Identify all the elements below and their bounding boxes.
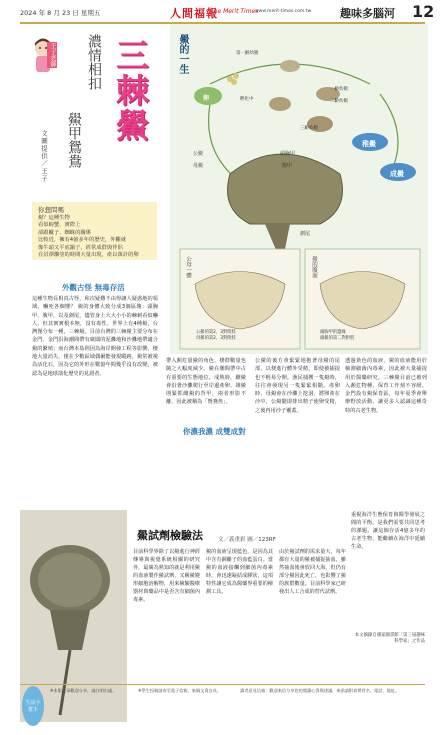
- question-line: 像牛頭又平底鍋子，經常成群與伴侶: [38, 244, 123, 251]
- stage-adult-label: 成鱟: [390, 170, 404, 178]
- footer-note-1: ※本版文章歡迎分享，請註明出處。: [50, 688, 117, 693]
- sidebar-article-column-2: 鱟的血液呈現藍色，是因為其中含有銅離子的血藍蛋白。當鱟的血液接觸到細菌內毒素時，會迅速凝結成膠狀，這項特性讓它成為醫藥界重要的檢測工具。: [206, 549, 273, 595]
- issue-date: 2024 年 8 月 23 日 星期五: [20, 9, 101, 17]
- legend-item: 雄鱟的第二對附肢: [320, 336, 355, 341]
- diagram-label: 二齡幼鱟: [330, 99, 348, 104]
- question-line: 看似螃蟹，實際上: [38, 222, 81, 229]
- question-line: 比較近，擁有4億多年的歷史，外觀就: [38, 237, 127, 244]
- footer-note-3: 讀者意見信箱：歡迎來信分享您的閱讀心得與建議，來函請附真實姓名、電話、地址。: [240, 688, 400, 693]
- question-box-title: 你想問嗎: [38, 206, 64, 214]
- stage-egg-label: 卵: [203, 95, 210, 102]
- article-column-2: 帶入瀕危量鱟的角色，棲群數量也隨之大幅度減少。鱟在潮間帶中占有重要的生態地位，成熟時，雌鱟會沿著沙灘爬行至岸邊產卵，雄鱟則緊抓雌鱟的背甲，兩者形影不離，因此被稱為「鴛鴦魚」。: [166, 358, 246, 406]
- feature-subtitle-1: 濃情相扣: [86, 34, 102, 90]
- diagram-label: 一齡幼鱟: [330, 87, 348, 92]
- feature-title: 三棘鱟: [111, 38, 150, 143]
- legend-item: 公鱟的第2、3對附肢: [196, 330, 236, 335]
- diagram-label: 第一齡幼鱟: [236, 51, 259, 56]
- stage-juvenile-label: 稚鱟: [362, 140, 376, 148]
- question-line: 鱟？這種生物: [38, 215, 70, 221]
- sidebar-article-note: 本文摘錄自國家圖書館「第三屆趣味科學家」之作品: [354, 633, 425, 644]
- diagram-label: 頭胸甲: [280, 151, 296, 157]
- sidebar-article-byline: 文／義重彩 圖／123RF: [218, 537, 276, 543]
- diagram-label: 劍尾: [300, 231, 311, 237]
- question-line: 在沼澤灘塗的時間大量出現，產以萬計的卵: [38, 252, 139, 259]
- page-number: 12: [412, 2, 435, 21]
- sidebar-article-column-1: 目前科學界除了以鱟進行神經傳導與視覺系統相關的研究外，最廣為熟知的就是利用鱟的血液製作鱟試劑，又稱鱟變形細胞溶解物，用來檢驗醫療器材與藥品中是否含有細菌內毒素。: [133, 549, 200, 603]
- newspaper-url[interactable]: www.merit-times.com.tw: [255, 9, 312, 14]
- legend-item: 頭胸甲的邊緣: [320, 330, 346, 335]
- section-heading-2: 你濃我濃 成雙成對: [183, 427, 246, 436]
- diagram-label: 三齡幼鱟: [300, 126, 318, 131]
- newspaper-logo-english: The Merit Times: [210, 8, 259, 15]
- lifecycle-diagram: [170, 24, 428, 354]
- sidebar-article-title: 鱟試劑檢驗法: [137, 529, 203, 542]
- article-column-3: 公鱟的後方會緊緊地抱著母鱟的尾部，以便進行體外受精，即使被捕捉也不輕易分開。漁民捕獲一隻鱟時，往往會發現另一隻緊緊相隨。產卵時，母鱟會在沙灘上挖洞，將卵產在沙中，公鱟隨即排出精子使卵受精，之後再用沙子覆蓋。: [255, 358, 340, 414]
- feature-subtitle-2: 鱟甲鴛鴦: [66, 112, 82, 168]
- question-box-body: [38, 215, 153, 259]
- newspaper-logo[interactable]: 人間福報: [170, 7, 218, 20]
- panel-left-title: 公母一體: [185, 256, 191, 278]
- diagram-title: 鱟的一生: [177, 34, 188, 74]
- diagram-label: 腹甲: [282, 163, 293, 169]
- question-line: 卻跟蠍子、蜘蛛的關係: [38, 229, 91, 236]
- article-column-1: 這種生物長相真古怪，和次疑難不由得讓人疑惑地的領域，嚇死各個懂？ 鱟的身體大致分成3個區塊：頭胸甲、腹甲，以及劍尾，儘管身上大大小小的棘刺看似嚇人，但其實實根本無，沒有毒性。世界上有4種鱟，台灣僅分布一種，三棘鱟。目前台灣的三棘鱟主要分布在金門，金門沿海潮間帶有廣闊的泥灘地和沙灘地帶適合鱟的繁殖；而台灣本島則因為海岸開發工程等影響，棲地大量消失，僅在少數區域偶爾能發現蹤跡。鱟常被視為活化石，因為它的外形在數億年間幾乎沒有改變，被認為是地球演化歷史的見證者。: [32, 296, 158, 377]
- sidebar-article-column-3: 由於鱟試劑的需求量大，每年都有大量的鱟被捕捉抽血，雖然抽血後會放回大海，但仍有部分鱟因此死亡，也影響了鱟的族群數量。目前科學家已研發出人工合成的替代試劑。: [279, 549, 346, 595]
- diagram-legend-left: [196, 330, 236, 342]
- helper-badge-label: 生活小幫手: [25, 700, 41, 713]
- diagram-label: 公鱟: [193, 151, 204, 157]
- section-name: 趣味多腦河: [340, 7, 395, 20]
- diagram-legend-right: [320, 330, 354, 342]
- sidebar-article-column-4: 重視海洋生態保育與醫學發展之間的平衡，是我們需要共同思考的課題。讓這個存活4億多年的古老生物，能繼續在海洋中延續生命。: [351, 512, 425, 550]
- legend-item: 母鱟的第2、3對附肢: [196, 336, 236, 341]
- footer-rule: [20, 684, 425, 685]
- footer-note-2: ※學生投稿請寄至電子信箱，來稿文責自負。: [138, 688, 222, 693]
- article-column-4: 透過黃色的血液，鱟的血液能用於檢測細菌內毒素，因此被大量捕捉用於醫藥研究。三棘鱟目前已被列入瀕危物種，保育工作刻不容緩。金門設有鱟保育區，每年夏季會舉辦野放活動，讓更多人認識這種奇特的古老生物。: [345, 358, 427, 414]
- panel-right-title: 鱟的腹面: [311, 256, 317, 278]
- diagram-label: 孵化中: [240, 97, 254, 102]
- diagram-label: 母鱟: [193, 163, 204, 169]
- section-heading-1: 外觀古怪 無毒存活: [62, 283, 125, 292]
- feature-byline: 文圖提供／王子: [40, 130, 48, 183]
- author-tag: 王子老師: [49, 43, 56, 67]
